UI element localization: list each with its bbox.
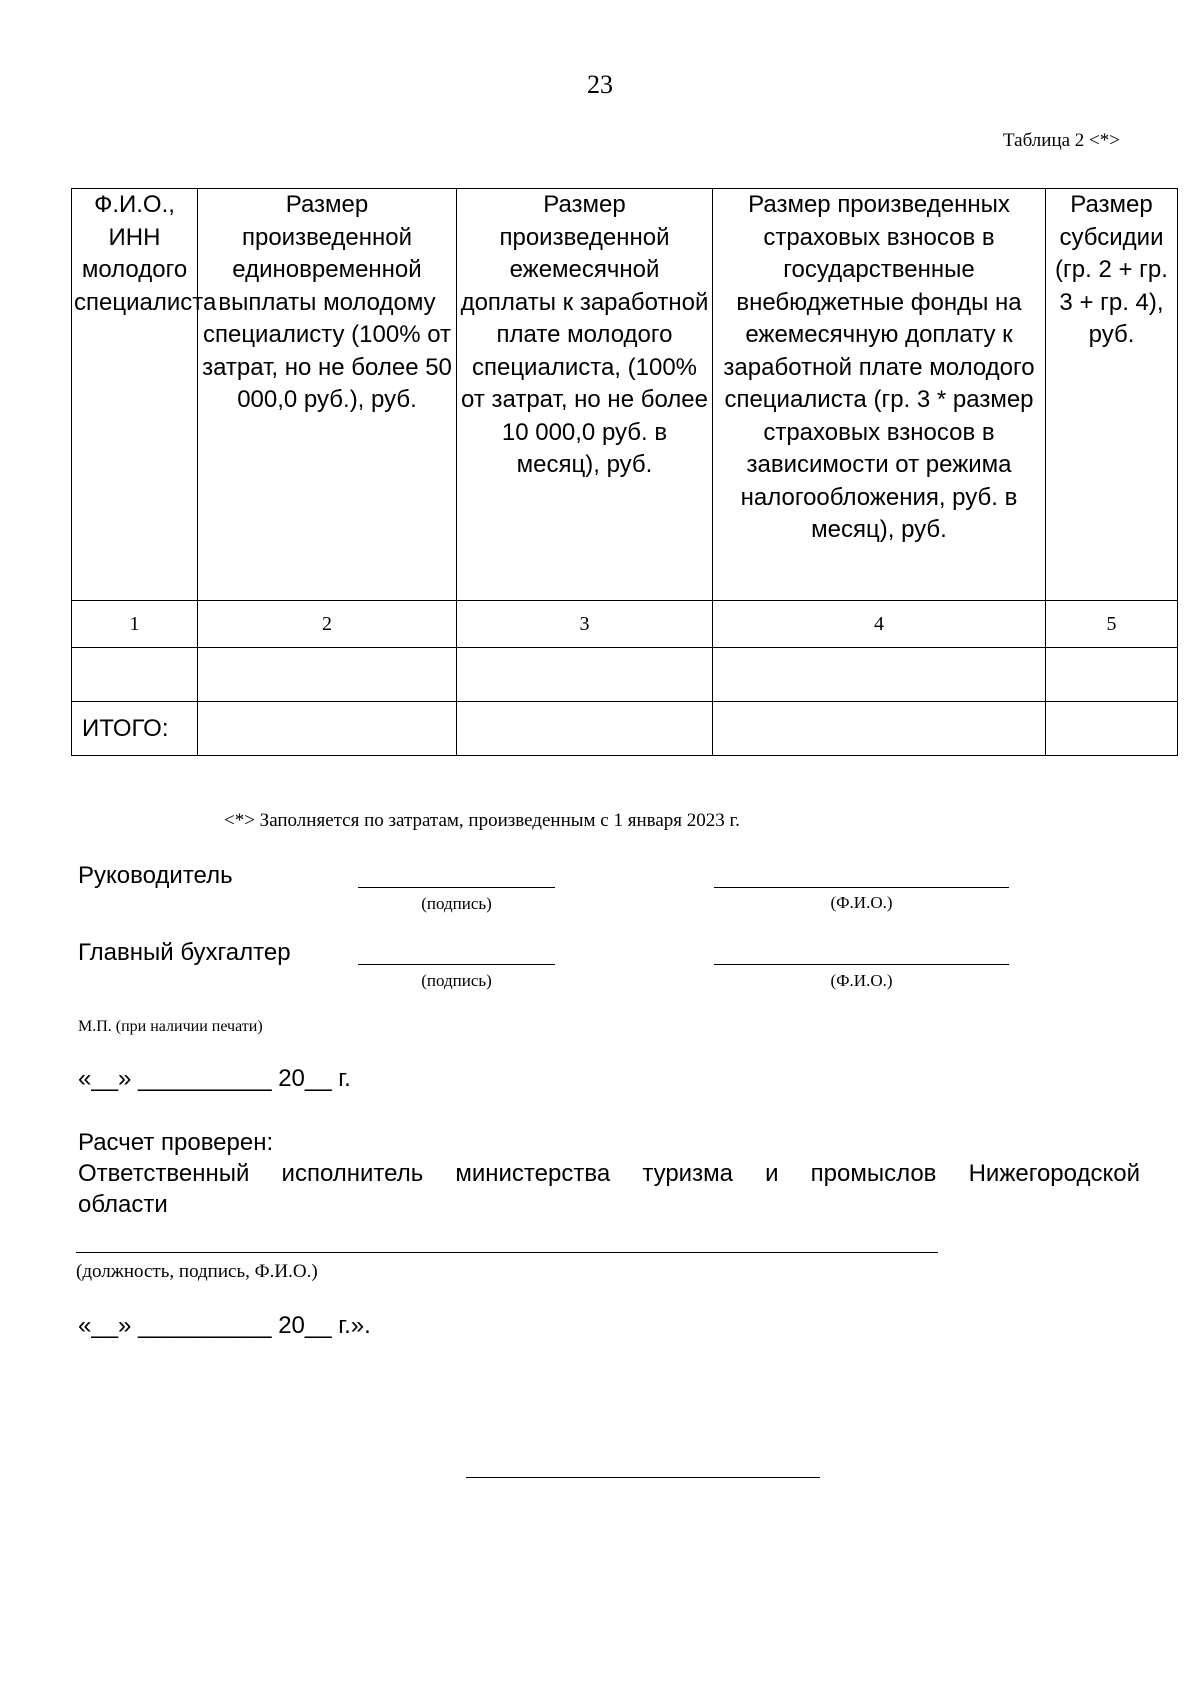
page-number: 23 — [587, 70, 613, 99]
accountant-label: Главный бухгалтер — [78, 939, 291, 966]
head-signature-caption: (подпись) — [421, 894, 492, 913]
header-one-time-payment: Размер произведенной единовременной выплаты молодому специалисту (100% от затрат, но не более 50 000,0 руб.), руб. — [202, 191, 452, 413]
head-name-line[interactable] — [714, 887, 1009, 888]
table-cell[interactable] — [713, 702, 1046, 756]
subsidy-table — [71, 188, 1178, 756]
column-number-row — [72, 601, 1178, 648]
column-number: 2 — [198, 601, 457, 648]
end-separator-line — [466, 1477, 820, 1478]
responsible-executor-cont: области — [78, 1191, 168, 1218]
accountant-signature-caption: (подпись) — [421, 971, 492, 990]
checked-label: Расчет проверен: — [78, 1129, 274, 1156]
responsible-executor: Ответственный исполнитель министерства туризма и промыслов Нижегородской — [78, 1160, 1140, 1187]
column-number: 4 — [713, 601, 1046, 648]
total-row — [72, 702, 1178, 756]
header-fio-inn: Ф.И.О., ИНН молодого специалиста — [74, 191, 217, 316]
header-monthly-bonus: Размер произведенной ежемесячной доплаты к заработной плате молодого специалиста, (100% от затрат, но не более 10 000,0 руб. в месяц), руб. — [460, 191, 709, 478]
table-cell[interactable] — [198, 702, 457, 756]
head-label: Руководитель — [78, 862, 233, 889]
total-label: ИТОГО: — [72, 702, 198, 756]
position-line[interactable] — [76, 1252, 938, 1253]
header-subsidy-amount: Размер субсидии (гр. 2 + гр. 3 + гр. 4), руб. — [1055, 191, 1168, 348]
accountant-name-caption: (Ф.И.О.) — [830, 971, 893, 990]
header-cell — [713, 189, 1046, 601]
date-line-1: «__» __________ 20__ г. — [78, 1065, 351, 1092]
header-cell — [1046, 189, 1178, 601]
table-row — [72, 648, 1178, 702]
table-cell[interactable] — [72, 648, 198, 702]
date-line-2: «__» __________ 20__ г.». — [78, 1312, 371, 1339]
column-number: 1 — [72, 601, 198, 648]
table-caption: Таблица 2 <*> — [1003, 130, 1120, 151]
table-cell[interactable] — [1046, 702, 1178, 756]
table-cell[interactable] — [457, 648, 713, 702]
verification-block — [78, 1127, 1140, 1220]
column-number: 3 — [457, 601, 713, 648]
table-cell[interactable] — [198, 648, 457, 702]
table-cell[interactable] — [1046, 648, 1178, 702]
table-cell[interactable] — [713, 648, 1046, 702]
header-cell — [198, 189, 457, 601]
head-name-caption: (Ф.И.О.) — [830, 893, 893, 912]
stamp-note: М.П. (при наличии печати) — [78, 1018, 263, 1035]
accountant-name-line[interactable] — [714, 964, 1009, 965]
header-insurance-contributions: Размер произведенных страховых взносов в государственные внебюджетные фонды на ежемесячную доплату к заработной плате молодого специалиста (гр. 3 * размер страховых взносов в зависимости от режима налогообложения, руб. в месяц), руб. — [723, 191, 1035, 543]
head-signature-line[interactable] — [358, 887, 555, 888]
header-cell — [457, 189, 713, 601]
header-cell — [72, 189, 217, 601]
table-header-row — [72, 189, 1178, 601]
column-number: 5 — [1046, 601, 1178, 648]
position-caption: (должность, подпись, Ф.И.О.) — [76, 1261, 318, 1282]
accountant-signature-line[interactable] — [358, 964, 555, 965]
footnote: <*> Заполняется по затратам, произведенным с 1 января 2023 г. — [224, 810, 740, 831]
table-cell[interactable] — [457, 702, 713, 756]
